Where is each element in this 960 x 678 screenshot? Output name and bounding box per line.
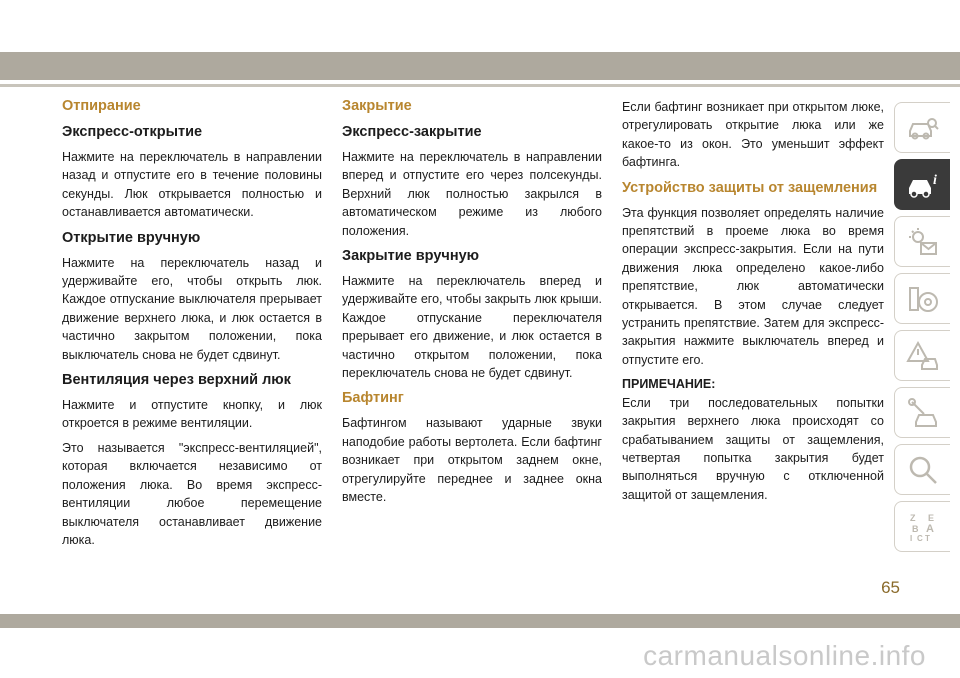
- heading-close: Закрытие: [342, 98, 412, 114]
- column-3: [622, 96, 884, 510]
- column-1: [62, 96, 322, 555]
- tab-warning-lights[interactable]: [894, 216, 950, 267]
- index-letter-z: Z: [909, 512, 915, 523]
- heading-unlock: Отпирание: [62, 98, 141, 114]
- tab-car-overview[interactable]: [894, 102, 950, 153]
- column-2: [342, 96, 602, 513]
- heading-express-close: Экспресс-закрытие: [342, 124, 482, 140]
- heading-vent: Вентиляция через верхний люк: [62, 372, 291, 389]
- wrench-car-icon: [906, 396, 940, 430]
- tab-starting-operating[interactable]: [894, 273, 950, 324]
- tab-search[interactable]: [894, 444, 950, 495]
- tab-servicing[interactable]: [894, 387, 950, 438]
- text-manual-close: Нажмите на переключатель вперед и удерживайте его, чтобы закрыть люк крыши. Каждое отпускание переключателя прерывает его движение, и люк остается в частично открытом положении, пока переключатель снова не будет сдвинут.: [342, 274, 602, 381]
- heading-manual-close: Закрытие вручную: [342, 248, 480, 265]
- svg-text:i: i: [932, 172, 937, 188]
- text-buffeting-continued: Если бафтинг возникает при открытом люке, отрегулировать открытие люка или же какое-то из окон. Это уменьшит эффект бафтинга.: [622, 100, 884, 170]
- language-index-icon: [906, 510, 940, 544]
- watermark-text: carmanualsonline.info: [643, 640, 926, 671]
- index-letter-t: T: [924, 533, 930, 543]
- text-pinch-protection: Эта функция позволяет определять наличие препятствий в проеме люка во время операции экспресс-закрытия. Если на пути движения люка определено какое-либо препятствие, люк автоматически открывается. В этом случае следует устранить препятствие. Затем для экспресс-закрытия нажмите выключатель вперед и отпустите его.: [622, 205, 884, 367]
- warning-lights-mail-icon: [906, 225, 940, 259]
- footer-bar: [0, 614, 960, 628]
- text-express-close: Нажмите на переключатель в направлении вперед и отпустите его через полсекунды. Верхний люк полностью закрылся в автоматическом режиме из любого положения.: [342, 150, 602, 238]
- heading-pinch-protection: Устройство защиты от защемления: [622, 179, 878, 196]
- note-title: ПРИМЕЧАНИЕ:: [622, 377, 716, 392]
- heading-buffeting: Бафтинг: [342, 390, 404, 407]
- text-vent-2: Это называется "экспресс-вентиляцией", которая включается независимо от положения люка. Во время экспресс-вентиляции любое перемещение выключателя останавливает движение люка.: [62, 440, 322, 547]
- tab-emergency[interactable]: [894, 330, 950, 381]
- heading-express-open: Экспресс-открытие: [62, 124, 203, 140]
- header-bar: [0, 52, 960, 80]
- text-vent-1: Нажмите и отпустите кнопку, и люк откроется в режиме вентиляции.: [62, 398, 322, 431]
- watermark: [0, 640, 960, 672]
- fuel-pump-steering-icon: [906, 282, 940, 316]
- page-number: 65: [881, 578, 900, 597]
- header-divider: [0, 84, 960, 87]
- index-letter-a: A: [925, 522, 934, 535]
- tab-index[interactable]: [894, 501, 950, 552]
- magnifier-icon: [906, 453, 940, 487]
- heading-manual-open: Открытие вручную: [62, 229, 201, 246]
- index-letter-c: C: [916, 533, 923, 543]
- chapter-tabs: [894, 102, 950, 558]
- text-buffeting: Бафтингом называют ударные звуки наподобие работы вертолета. Если бафтинг возникает при открытом заднем окне, отрегулируйте переднее и заднее окна вместе.: [342, 416, 602, 505]
- text-manual-open: Нажмите на переключатель назад и удерживайте его, чтобы открыть люк. Каждое отпускание выключателя прерывает движение верхнего люка, и люк остается в частично закрытом положении, пока выключатель снова не будет сдвинут.: [62, 255, 322, 362]
- hazard-car-icon: [906, 339, 940, 373]
- text-express-open: Нажмите на переключатель в направлении назад и отпустите его в течение половины секунды. Люк открывается полностью и останавливается автоматически.: [62, 150, 322, 220]
- note-text: Если три последовательных попытки закрытия верхнего люка происходят со срабатыванием защиты от защемления, четвертая попытка закрытия будет выполняться вручную с отключенной защитой от защемления.: [622, 395, 884, 502]
- tab-car-info[interactable]: [894, 159, 950, 210]
- index-letter-i: I: [909, 533, 912, 543]
- car-search-icon: [906, 111, 940, 145]
- index-letter-b: B: [911, 523, 918, 534]
- index-letter-e: E: [927, 512, 934, 523]
- car-info-icon: [906, 168, 940, 202]
